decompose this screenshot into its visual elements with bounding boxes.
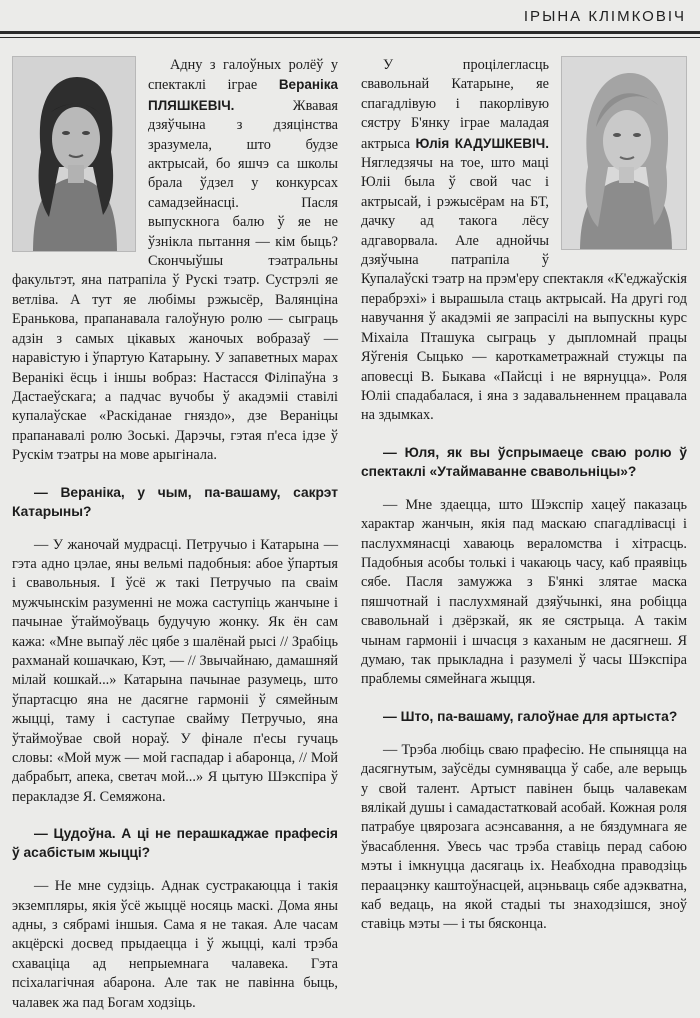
actress-name-yulia: Юлія КАДУШКЕВІЧ. [415,135,549,151]
header-rule-thin [0,37,700,38]
answer-veranika-2: — Не мне судзіць. Аднак сустракаюцца і такія экземпляры, якія ўсё жыццё носяць маскі. Дома яны адны, з сябрамі іншыя. Сама я не такая. Але часам акцёрскі досвед прыдаецца і ў жыцці, калі трэба схаваціца ад непрыемнага чалавека. Гэта псіхалагічная абарона. Але так не павінна быць, чалавек жа пад Богам ходзіць. [12,878,338,1011]
question-yulia-2: — Што, па-вашаму, галоўнае для артыста? [383,708,678,724]
veranika-intro-start: Адну з галоўных ролёў у спектаклі іграе [148,57,338,94]
yulia-intro-start: У процілегласць свавольнай Катарыне, яе спагадлівую і пакорлівую сястру Б'янку іграе маладая актрыса [361,57,549,152]
question-veranika-2: — Цудоўна. А ці не перашкаджае прафесія ў асабістым жыцці? [12,826,338,861]
portrait-light-hair-image [562,57,687,250]
answer-yulia-1: — Мне здаецца, што Шэкспір хацеў паказаць характар жанчын, якія пад маскаю спагадлівасці і паслухмянасці хаваюць вераломства і хітрасць. Падобныя асобы толькі і чакаюць часу, каб праявіць сябе. Пасля замужжа з Б'янкі злятае маска пяшчотнай і паслухмянай дзяўчынкі, яна робіцца свавольнай і дзёрзкай, як яе сястрыца. А такім чынам гармоніі і шчасця з каханым не дасягнеш. Я думаю, так прыкладна і разумелі ў часы Шэкспіра праблемы сямейнага жыцця. [361,496,687,688]
answer-veranika-1: — У жаночай мудрасці. Петручыо і Катарына — гэта адно цэлае, яны вельмі падобныя: абое ўпартыя і свавольныя. І ўсё ж такі Петручыо па сваім мужчынскім разуменні не можа саступіць жанчыне і пачынае ўтаймоўваць будучую жонку. Як ён сам кажа: «Мне выпаў лёс цябе з шалёнай рысі // Зрабіць рахманай кошачкаю, Кэт, — // Звычайнаю, дамашняй мілай кошкай...» Катарына пачынае разумець, што ўпартасцю яна не дасягне гармоніі ў сямейным жыцці, таму і саступае свайму Петручыо, яна ўтаймоўвае свой нораў. У фінале п'есы гучаць словы: «Мой муж — мой гаспадар і абаронца, // Мой дабрабыт, апека, светач мой...» Я цытую Шэкспіра ў перакладзе Я. Семяжона. [12,536,338,805]
question-veranika-1: — Вераніка, у чым, па-вашаму, сакрэт Катарыны? [12,484,338,519]
running-header-author: ІРЫНА КЛІМКОВІЧ [523,8,686,25]
answer-yulia-2: — Трэба любіць сваю прафесію. Не спыняцца на дасягнутым, заўсёды сумнявацца ў сабе, але верыць у свой талент. Артыст павінен быць чалавекам вялікай душы і самадастатковай асобай. Кожная роля патрабуе цвярозага асэнсавання, а не бяздумнага яе ўвасаблення. Увесь час трэба ставіць перад сабою мэты і імкнуцца дасягаць іх. Неабходна праводзіць пераацэнку каштоўнасцей, ацэньваць сябе адэкватна, каб ведаць, на якой стадыі ты знаходзішся, зноў ставіць мэты — і ты бясконца. [361,741,687,933]
actress-name-veranika: Вераніка ПЛЯШКЕВІЧ. [148,77,338,113]
yulia-intro-rest: Нягледзячы на тое, што маці Юліі была ў свой час і актрысай, і рэжысёрам на БТ, дачку ад такога лёсу адгаворвала. Але аднойчы дзяўчына патрапіла ў Купалаўскі тэатр на прэм'еру спектакля «К'еджаўскія перабрэхі» і вырашыла стаць актрысай. На другі год навучання ў акадэміі яе запрасілі на выпускны курс Міхаіла Пташука сыграць у дыпломнай працы Яўгенія Сыцько — кароткаметражнай стужцы па аповесці В. Быкава «Пайсці і не вярнуцца». Роля Юліі спадабалася, і яна з задавальненнем працавала на здымках. [361,155,687,424]
veranika-intro-rest: Жвавая дзяўчына з дзяцінства зразумела, што будзе актрысай, бо яшчэ са школы брала ўдзел у конкурсах самадзейнасці. Пасля выпускнога балю ў яе не ўзнікла пытання — кім быць? Скончыўшы тэатральны факультэт, яна патрапіла ў Рускі тэатр. Сустрэлі яе ветліва. А тут яе любімы рэжысёр, Валянціна Ераньковa, прапанавала галоўную ролю — сыграць адзін з самых цікавых жаночых вобразаў — наравістую і ўпартую Катарыну. У запаветных марах Веранікі ёсць і іншы вобраз: Настасся Філіпаўна з Дастаеўскага; а падчас вучобы ў акадэміі ставілі купалаўскае «Раскіданае гняздо», дзе Вераніцы прапанавалі ролю Зоські. Дарэчы, гэтая п'еса ідзе ў Рускім тэатры на мове арыгінала. [12,97,338,464]
photo-veranika [12,56,136,252]
question-yulia-1: — Юля, як вы ўспрымаеце сваю ролю ў спектаклі «Утаймаванне свавольніцы»? [361,444,687,479]
photo-yulia [561,56,687,250]
left-column [12,56,338,1013]
portrait-dark-hair-image [13,57,136,252]
right-column [361,56,687,935]
header-rule-thick [0,31,700,34]
